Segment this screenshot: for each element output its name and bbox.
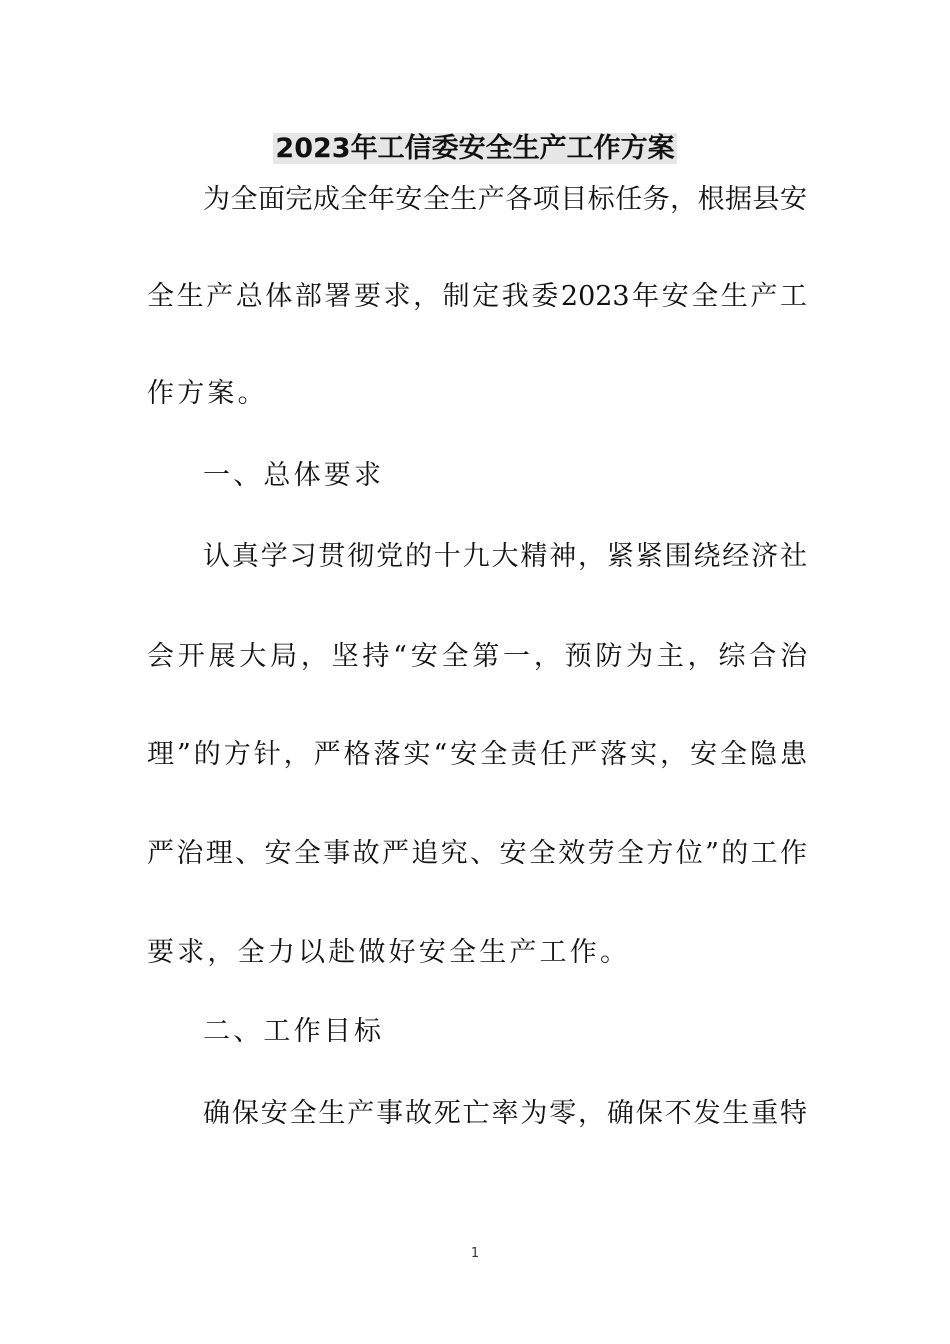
paragraph-line: 会开展大局，坚持“安全第一，预防为主，综合治 xyxy=(147,641,807,672)
paragraph-line: 作方案。 xyxy=(147,378,268,409)
paragraph-line: 要求，全力以赴做好安全生产工作。 xyxy=(147,937,631,968)
paragraph-line: 认真学习贯彻党的十九大精神，紧紧围绕经济社 xyxy=(203,541,807,572)
page-number: 1 xyxy=(470,1246,480,1261)
paragraph-line: 全生产总体部署要求，制定我委2023年安全生产工 xyxy=(147,281,807,312)
document-title-text: 2023年工信委安全生产工作方案 xyxy=(275,133,675,164)
document-title xyxy=(0,128,950,170)
section-heading: 一、总体要求 xyxy=(203,460,385,491)
section-heading: 二、工作目标 xyxy=(203,1016,385,1047)
paragraph-line: 理”的方针，严格落实“安全责任严落实，安全隐患 xyxy=(147,739,807,770)
paragraph-line: 确保安全生产事故死亡率为零，确保不发生重特 xyxy=(203,1098,807,1129)
paragraph-line: 严治理、安全事故严追究、安全效劳全方位”的工作 xyxy=(147,838,807,869)
paragraph-line: 为全面完成全年安全生产各项目标任务，根据县安 xyxy=(203,184,807,215)
